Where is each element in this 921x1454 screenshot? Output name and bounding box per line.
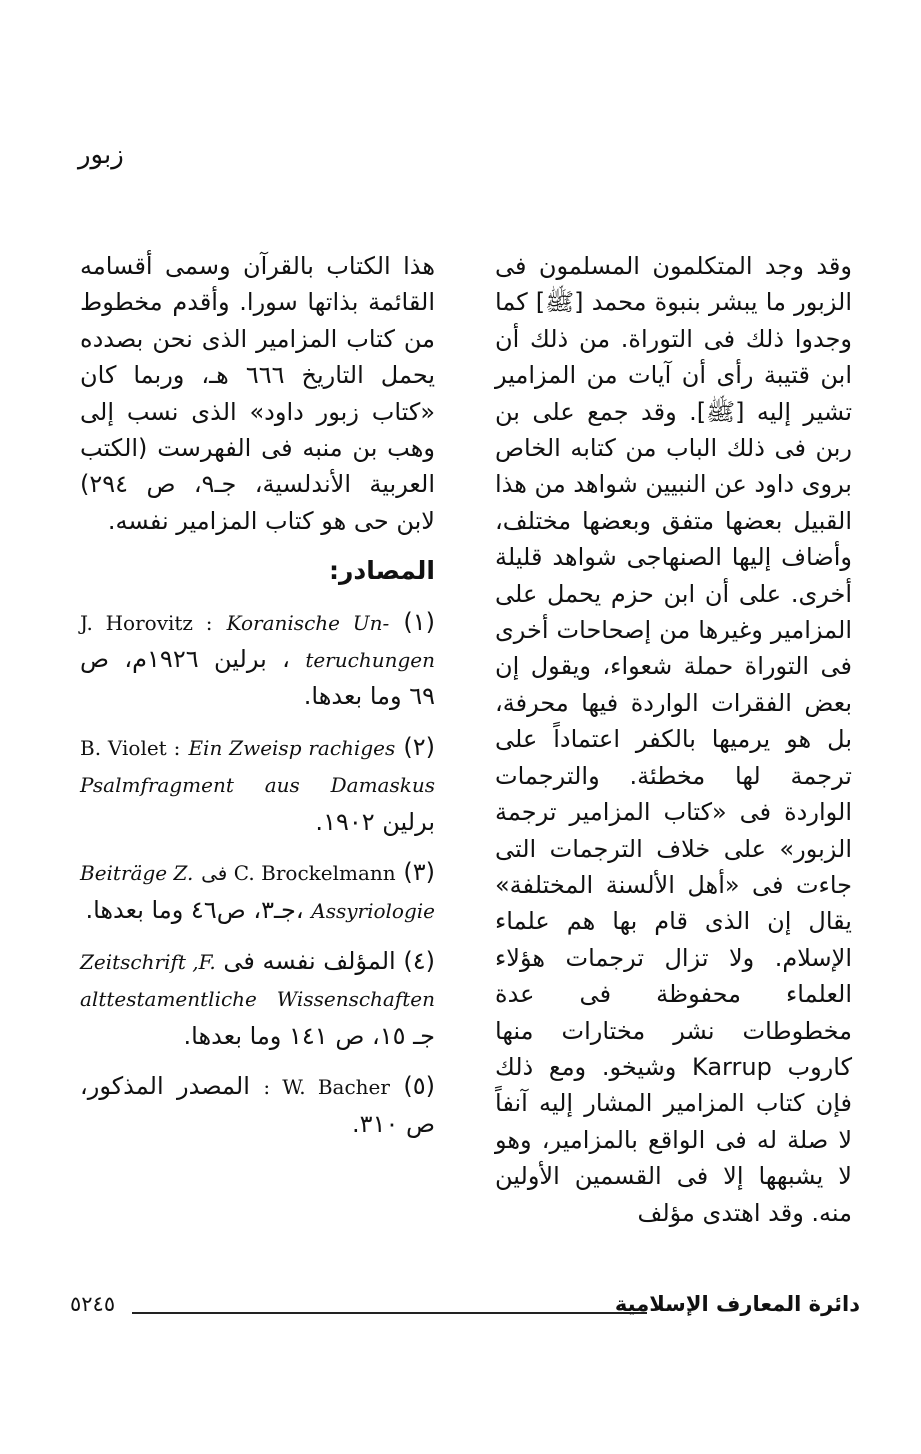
reference-author: J. Horovitz : bbox=[80, 610, 213, 635]
footer-rule bbox=[132, 1312, 647, 1314]
reference-title: Ein Zweisp rachiges Psalmfragment aus Damaskus bbox=[80, 735, 435, 798]
journal-name: دائرة المعارف الإسلامية bbox=[614, 1292, 860, 1316]
reference-details: المصدر المذكور، ص ٣١٠. bbox=[80, 1072, 435, 1138]
body-paragraph: وقد وجد المتكلمون المسلمون فى الزبور ما يبشر بنبوة محمد [ﷺ] كما وجدوا ذلك فى التوراة. من ذلك أن ابن قتيبة رأى أن آيات من المزامير تشير إليه [ﷺ]. وقد جمع على بن ربن فى ذلك الباب من كتابه الخاص بروى داود عن النبيين شواهد من هذا القبيل بعضها متفق وبعضها مختلف، وأضاف إليها الصنهاجى شواهد قليلة أخرى. على أن ابن حزم يحمل على المزامير وغيرها من إصحاحات أخرى فى التوراة حملة شعواء، ويقول إن بعض الفقرات الواردة فيها محرفة، بل هو يرميها بالكفر اعتماداً على ترجمة لها مخطئة. والترجمات الواردة فى «كتاب المزامير ترجمة الزبور» على خلاف الترجمات التى جاءت فى «أهل الألسنة المختلفة» يقال إن الذى قام بها هم علماء الإسلام. ولا تزال ترجمات هؤلاء العلماء محفوظة فى عدة مخطوطات نشر مختارات منها كاروب Karrup وشيخو. ومع ذلك فإن كتاب المزامير المشار إليه آنفاً لا صلة له فى الواقع بالمزامير، وهو لا يشبهها إلا فى القسمين الأولين منه. وقد اهتدى مؤلف bbox=[495, 252, 853, 1227]
reference-number: (٣) bbox=[403, 858, 435, 887]
reference-details: ، برلين ١٩٢٦م، ص ٦٩ وما بعدها. bbox=[80, 645, 435, 711]
reference-details: جـ ١٥، ص ١٤١ وما بعدها. bbox=[183, 1021, 435, 1050]
page-footer bbox=[70, 1292, 860, 1322]
column-left bbox=[80, 248, 435, 1142]
column-right bbox=[495, 248, 852, 1231]
reference-author: W. Bacher : bbox=[263, 1075, 390, 1100]
reference-title: Beiträge Z. Assyriologie bbox=[80, 861, 435, 923]
reference-number: (٤) bbox=[403, 946, 435, 975]
reference-author: المؤلف نفسه فى bbox=[223, 946, 396, 975]
reference-details: برلين ١٩٠٢. bbox=[315, 807, 435, 836]
running-header: زبور bbox=[78, 140, 124, 170]
reference-number: (٢) bbox=[403, 732, 436, 761]
sources-heading: المصادر: bbox=[329, 556, 435, 586]
reference-item bbox=[80, 1068, 435, 1142]
reference-item bbox=[80, 943, 435, 1054]
reference-details: ،جـ٣، ص٤٦ وما بعدها. bbox=[85, 895, 304, 924]
reference-item bbox=[80, 604, 435, 715]
reference-item bbox=[80, 854, 435, 929]
page-number: ٥٢٤٥ bbox=[70, 1292, 116, 1316]
reference-number: (٥) bbox=[403, 1072, 435, 1101]
body-paragraph: هذا الكتاب بالقرآن وسمى أقسامه القائمة بذاتها سورا. وأقدم مخطوط من كتاب المزامير الذى نحن بصدده يحمل التاريخ ٦٦٦ هـ، وربما كان «كتاب زبور داود» الذى نسب إلى وهب بن منبه فى الفهرست (الكتب العربية الأندلسية، جـ٩، ص ٢٩٤) لابن حى هو كتاب المزامير نفسه. bbox=[80, 252, 436, 535]
reference-author: B. Violet : bbox=[80, 735, 181, 760]
reference-title: Zeitschrift ,F. alttestamentliche Wissenschaften bbox=[80, 949, 435, 1012]
reference-item bbox=[80, 729, 435, 840]
reference-title: Koranische Un-teruchungen bbox=[226, 610, 435, 673]
reference-number: (١) bbox=[403, 607, 435, 636]
reference-author: C. Brockelmann فى bbox=[201, 861, 396, 886]
